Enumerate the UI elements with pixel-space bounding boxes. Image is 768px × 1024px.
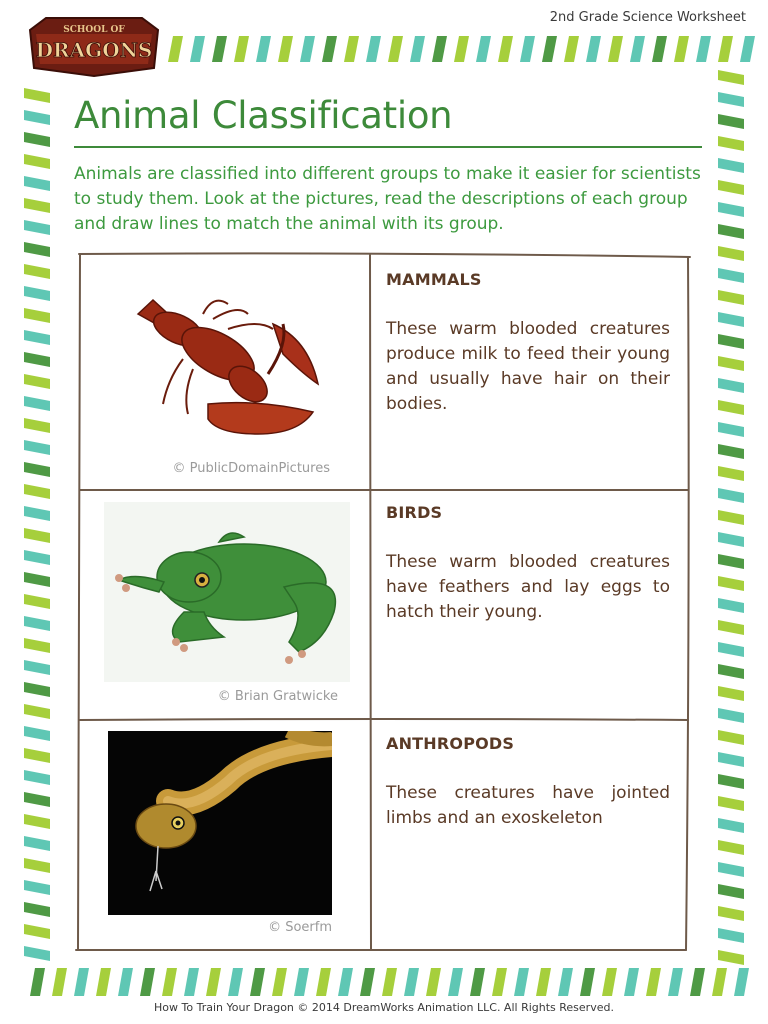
svg-text:SCHOOL OF: SCHOOL OF — [63, 25, 125, 35]
group-description-mammals: These warm blooded creatures produce milk to feed their young and usually have hair on their bodies. — [386, 319, 670, 414]
svg-text:DRAGONS: DRAGONS — [35, 38, 153, 62]
table-row-divider — [80, 719, 688, 720]
intro-text: Animals are classified into different groups to make it easier for scientists to study them. Look at the pictures, read the descriptions of each group and draw lines to match the animal with its group. — [74, 164, 701, 234]
snake-image — [108, 731, 332, 915]
frog-image — [104, 502, 350, 682]
table-center-line — [370, 255, 371, 950]
lobster-image — [108, 284, 338, 454]
table-row-divider — [80, 490, 688, 491]
worksheet-label: 2nd Grade Science Worksheet — [549, 10, 746, 25]
group-description-birds: These warm blooded creatures have feathers and lay eggs to hatch their young. — [386, 552, 670, 622]
group-heading-birds: BIRDS — [386, 503, 443, 522]
image-credit: © Soerfm — [268, 920, 332, 935]
page-title: Animal Classification — [74, 94, 453, 137]
table-left-line — [78, 254, 80, 950]
copyright-footer: How To Train Your Dragon © 2014 DreamWorks Animation LLC. All Rights Reserved. — [154, 1001, 614, 1014]
image-credit: © PublicDomainPictures — [172, 461, 330, 476]
group-heading-mammals: MAMMALS — [386, 270, 482, 289]
table-bottom-line — [76, 950, 686, 951]
group-description-anthropods: These creatures have jointed limbs and an exoskeleton — [386, 783, 670, 828]
table-right-line — [686, 257, 689, 950]
group-heading-anthropods: ANTHROPODS — [386, 734, 515, 753]
image-credit: © Brian Gratwicke — [217, 689, 338, 704]
table-top-line — [79, 253, 690, 257]
